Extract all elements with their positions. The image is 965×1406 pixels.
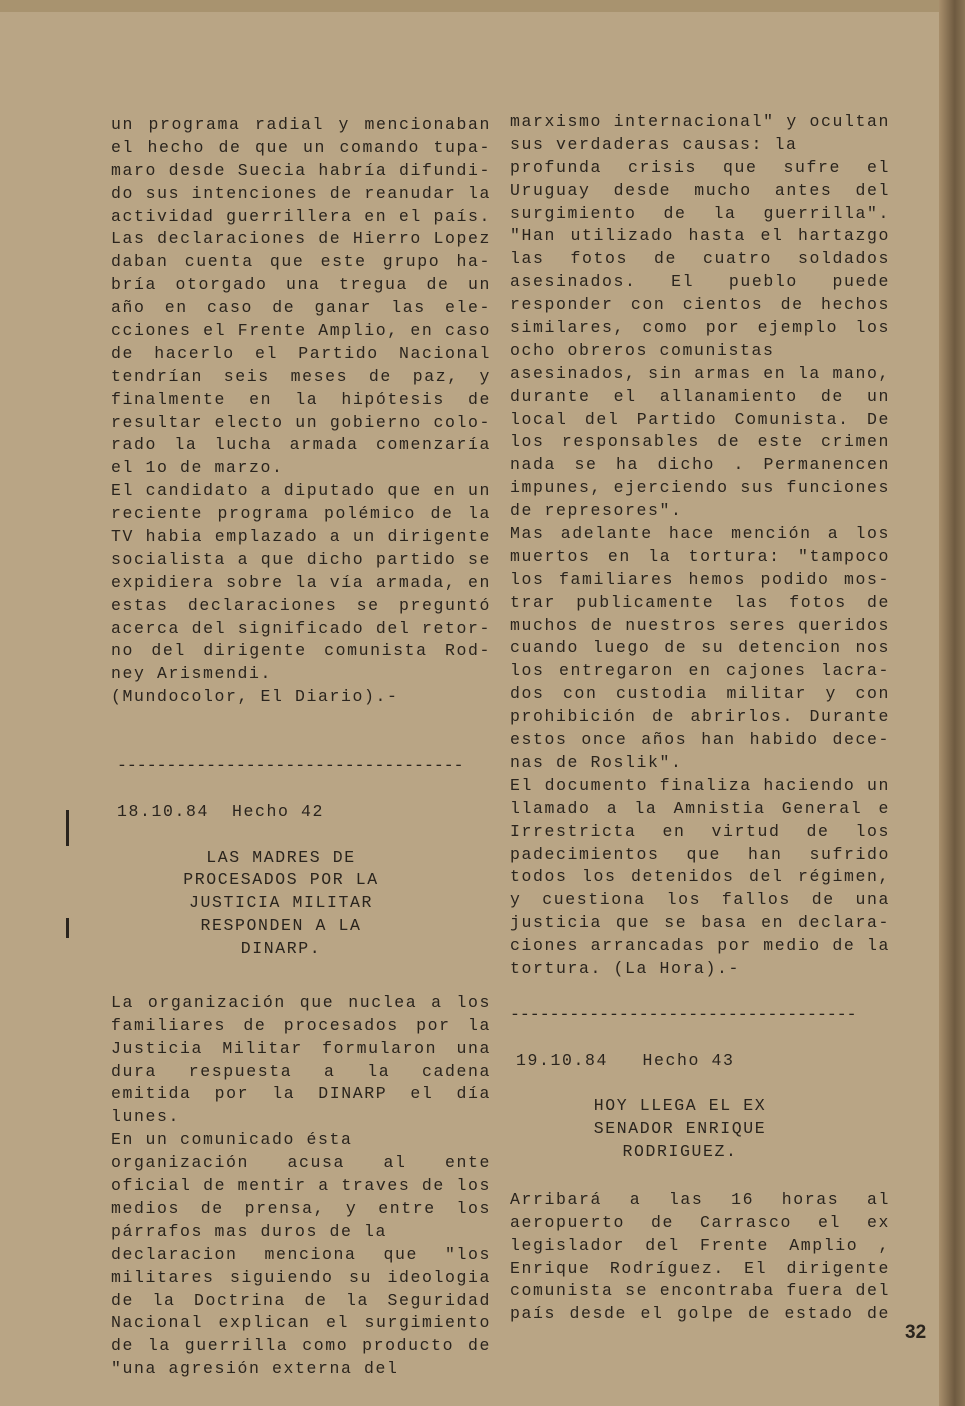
text-line: oficial de mentir a traves de los xyxy=(111,1176,491,1196)
text-line: familiares de procesados por la xyxy=(111,1015,491,1035)
text-line: llamado a la Amnistia General e xyxy=(510,798,890,818)
text-line: reciente programa polémico de la xyxy=(111,504,491,524)
text-line: En un comunicado ésta xyxy=(111,1130,353,1150)
text-line: no del dirigente comunista Rod- xyxy=(111,641,491,661)
entry-header xyxy=(111,801,491,824)
paper-top-shadow xyxy=(0,0,965,12)
text-line: Nacional explican el surgimiento xyxy=(111,1313,491,1333)
text-line: y cuestiona los fallos de una xyxy=(510,890,890,910)
text-line: dos con custodia militar y con xyxy=(510,684,890,704)
text-line: ciones arrancadas por medio de la xyxy=(510,936,890,956)
text-line: expidiera sobre la vía armada, en xyxy=(111,572,491,592)
text-line: muchos de nuestros seres queridos xyxy=(510,615,890,635)
text-line: (Mundocolor, El Diario).- xyxy=(111,687,399,707)
text-line: marxismo internacional" y ocultan xyxy=(510,112,890,131)
text-line: justicia que se basa en declara- xyxy=(510,913,890,933)
text-line: aeropuerto de Carrasco el ex xyxy=(510,1212,890,1232)
left-column xyxy=(111,114,491,1381)
text-line: padecimientos que han sufrido xyxy=(510,844,890,864)
headline: LAS MADRES DE PROCESADOS POR LA JUSTICIA MILITAR RESPONDEN A LA DINARP. xyxy=(183,847,379,959)
text-line: cuando luego de su detencion nos xyxy=(510,638,890,658)
text-line: los familiares hemos podido mos- xyxy=(510,569,890,589)
text-line: El documento finaliza haciendo un xyxy=(510,775,890,795)
text-line: ney Arismendi. xyxy=(111,664,273,684)
text-line: un programa radial y mencionaban xyxy=(111,115,491,134)
margin-mark xyxy=(66,810,69,846)
text-line: TV habia emplazado a un dirigente xyxy=(111,527,491,547)
text-line: de la Doctrina de la Seguridad xyxy=(111,1290,491,1310)
text-line: Enrique Rodríguez. El dirigente xyxy=(510,1258,890,1278)
text-line: los entregaron en cajones lacra- xyxy=(510,661,890,681)
text-line: Irrestricta en virtud de los xyxy=(510,821,890,841)
text-line: "Han utilizado hasta el hartazgo xyxy=(510,226,890,246)
entry-date: 18.10.84 xyxy=(117,801,210,821)
text-line: similares, como por ejemplo los xyxy=(510,318,890,338)
text-line: párrafos mas duros de la xyxy=(111,1221,388,1241)
paragraph-block xyxy=(111,114,491,709)
text-line: todos los detenidos del régimen, xyxy=(510,867,890,887)
paragraph-block xyxy=(111,992,491,1381)
text-line: de hacerlo el Partido Nacional xyxy=(111,343,491,363)
text-line: finalmente en la hipótesis de xyxy=(111,389,491,409)
text-line: el hecho de que un comando tupa- xyxy=(111,137,491,157)
text-line: ocho obreros comunistas xyxy=(510,340,775,360)
text-line: socialista a que dicho partido se xyxy=(111,549,491,569)
text-line: Mas adelante hace mención a los xyxy=(510,524,890,544)
text-line: rado la lucha armada comenzaría xyxy=(111,435,491,455)
text-line: el 1o de marzo. xyxy=(111,458,284,478)
text-line: cciones el Frente Amplio, en caso xyxy=(111,321,491,341)
text-line: estos once años han habido dece- xyxy=(510,730,890,750)
text-line: declaracion menciona que "los xyxy=(111,1244,491,1264)
text-line: El candidato a diputado que en un xyxy=(111,481,491,501)
text-line: profunda crisis que sufre el xyxy=(510,157,890,177)
text-line: Uruguay desde mucho antes del xyxy=(510,180,890,200)
text-line: acerca del significado del retor- xyxy=(111,618,491,638)
text-line: impunes, ejerciendo sus funciones xyxy=(510,478,890,498)
entry-date: 19.10.84 xyxy=(516,1050,609,1070)
section-divider: ----------------------------------- xyxy=(510,1004,857,1024)
text-line: legislador del Frente Amplio , xyxy=(510,1235,890,1255)
text-line: estas declaraciones se preguntó xyxy=(111,595,491,615)
text-line: surgimiento de la guerrilla". xyxy=(510,203,890,223)
text-line: local del Partido Comunista. De xyxy=(510,409,890,429)
text-line: Arribará a las 16 horas al xyxy=(510,1189,890,1209)
page-number: 32 xyxy=(905,1322,927,1343)
text-line: organización acusa al ente xyxy=(111,1153,491,1173)
text-line: asesinados. El pueblo puede xyxy=(510,272,890,292)
text-line: bría otorgado una tregua de un xyxy=(111,275,491,295)
text-line: dura respuesta a la cadena xyxy=(111,1061,491,1081)
entry-header xyxy=(510,1050,890,1073)
text-line: de represores". xyxy=(510,501,683,521)
text-line: actividad guerrillera en el país. xyxy=(111,206,491,226)
entry-label: Hecho 42 xyxy=(232,801,325,821)
text-line: emitida por la DINARP el día xyxy=(111,1084,491,1104)
text-line: Las declaraciones de Hierro Lopez xyxy=(111,229,491,249)
text-line: país desde el golpe de estado de xyxy=(510,1304,890,1324)
margin-mark xyxy=(66,918,69,938)
text-line: lunes. xyxy=(111,1107,181,1127)
text-line: año en caso de ganar las ele- xyxy=(111,298,491,318)
text-line: prohibición de abrirlos. Durante xyxy=(510,707,890,727)
text-line: las fotos de cuatro soldados xyxy=(510,249,890,269)
text-line: durante el allanamiento de un xyxy=(510,386,890,406)
text-line: sus verdaderas causas: la xyxy=(510,134,798,154)
text-line: nada se ha dicho . Permanencen xyxy=(510,455,890,475)
paragraph-block xyxy=(510,111,890,981)
text-line: do sus intenciones de reanudar la xyxy=(111,183,491,203)
text-line: asesinados, sin armas en la mano, xyxy=(510,363,890,383)
text-line: nas de Roslik". xyxy=(510,752,683,772)
text-line: responder con cientos de hechos xyxy=(510,295,890,315)
text-line: resultar electo un gobierno colo- xyxy=(111,412,491,432)
headline: HOY LLEGA EL EX SENADOR ENRIQUE RODRIGUEZ. xyxy=(593,1096,767,1162)
text-line: tendrían seis meses de paz, y xyxy=(111,366,491,386)
text-line: tortura. (La Hora).- xyxy=(510,958,741,978)
paragraph-block xyxy=(510,1189,890,1326)
text-line: maro desde Suecia habría difundi- xyxy=(111,160,491,180)
text-line: trar publicamente las fotos de xyxy=(510,592,890,612)
right-column xyxy=(510,111,890,1326)
text-line: muertos en la tortura: "tampoco xyxy=(510,546,890,566)
text-line: daban cuenta que este grupo ha- xyxy=(111,252,491,272)
text-line: Justicia Militar formularon una xyxy=(111,1038,491,1058)
page-edge-shadow xyxy=(939,0,965,1406)
section-divider: ----------------------------------- xyxy=(117,755,464,775)
entry-label: Hecho 43 xyxy=(642,1050,735,1070)
text-line: de la guerrilla como producto de xyxy=(111,1336,491,1356)
text-line: los responsables de este crimen xyxy=(510,432,890,452)
text-line: comunista se encontraba fuera del xyxy=(510,1281,890,1301)
text-line: medios de prensa, y entre los xyxy=(111,1198,491,1218)
text-line: "una agresión externa del xyxy=(111,1359,399,1379)
text-line: militares siguiendo su ideologia xyxy=(111,1267,491,1287)
text-line: La organización que nuclea a los xyxy=(111,992,491,1012)
